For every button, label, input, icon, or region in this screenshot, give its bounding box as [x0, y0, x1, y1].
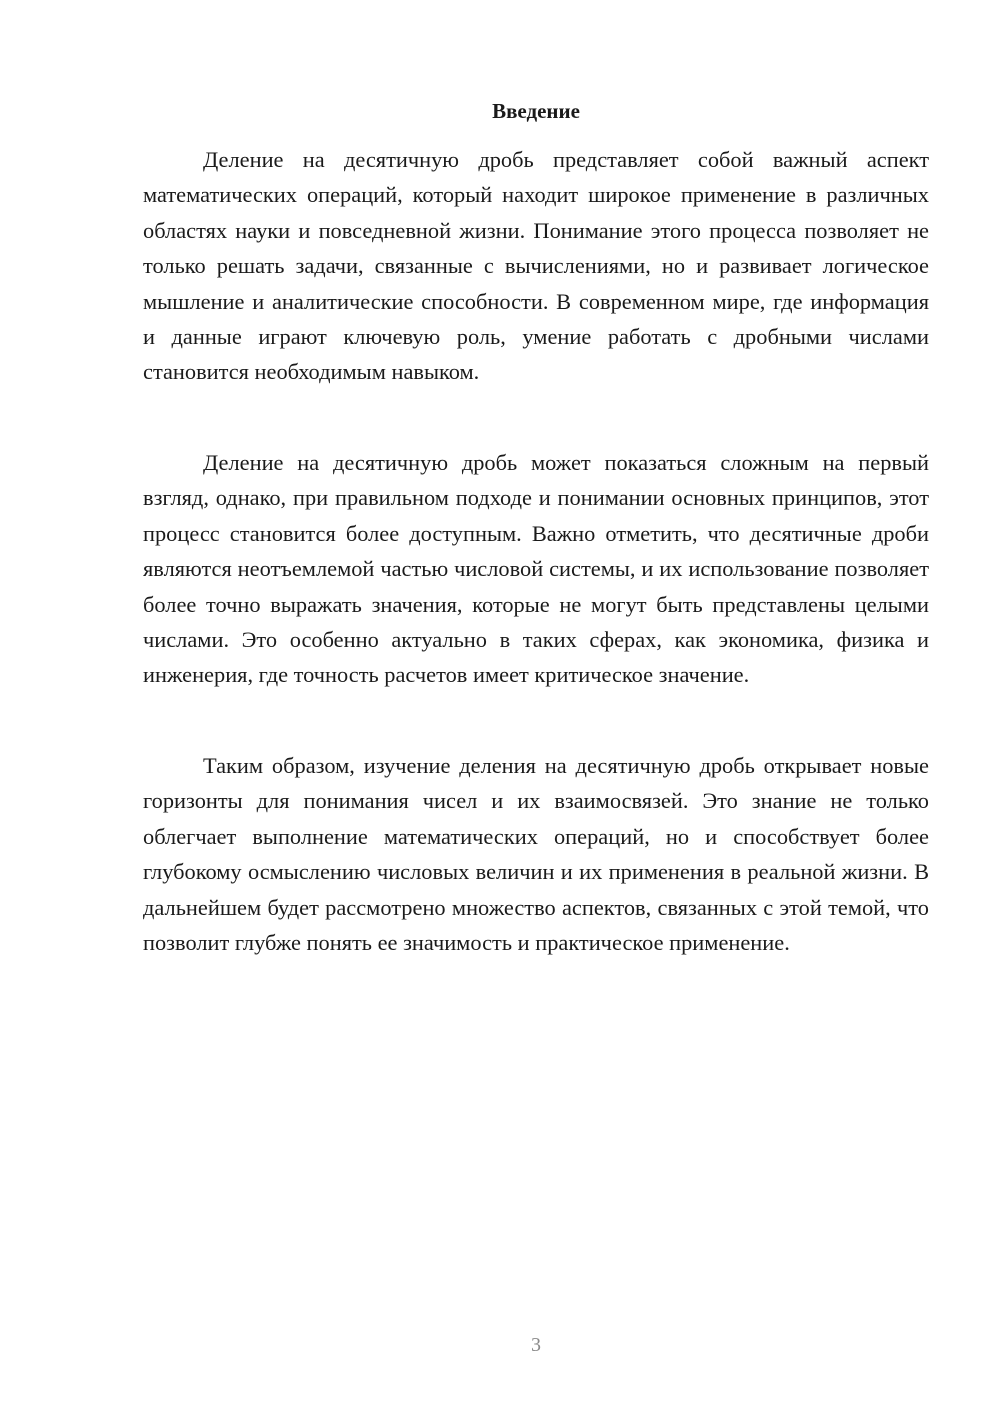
section-heading: Введение: [492, 99, 580, 123]
heading-container: [143, 97, 929, 125]
paragraph-1: Деление на десятичную дробь представляет собой важный аспект математических операций, который находит широкое применение в различных областях науки и повседневной жизни. Понимание этого процесса позволяет не только решать задачи, связанные с вычислениями, но и развивает логическое мышление и аналитические способности. В современном мире, где информация и данные играют ключевую роль, умение работать с дробными числами становится необходимым навыком.: [143, 147, 929, 385]
page-number: 3: [531, 1334, 541, 1356]
paragraph-3: Таким образом, изучение деления на десятичную дробь открывает новые горизонты для понимания чисел и их взаимосвязей. Это знание не только облегчает выполнение математических операций, но и способствует более глубокому осмыслению числовых величин и их применения в реальной жизни. В дальнейшем будет рассмотрено множество аспектов, связанных с этой темой, что позволит глубже понять ее значимость и практическое применение.: [143, 753, 929, 956]
paragraph-2: Деление на десятичную дробь может показаться сложным на первый взгляд, однако, при правильном подходе и понимании основных принципов, этот процесс становится более доступным. Важно отметить, что десятичные дроби являются неотъемлемой частью числовой системы, и их использование позволяет более точно выражать значения, которые не могут быть представлены целыми числами. Это особенно актуально в таких сферах, как экономика, физика и инженерия, где точность расчетов имеет критическое значение.: [143, 450, 929, 688]
